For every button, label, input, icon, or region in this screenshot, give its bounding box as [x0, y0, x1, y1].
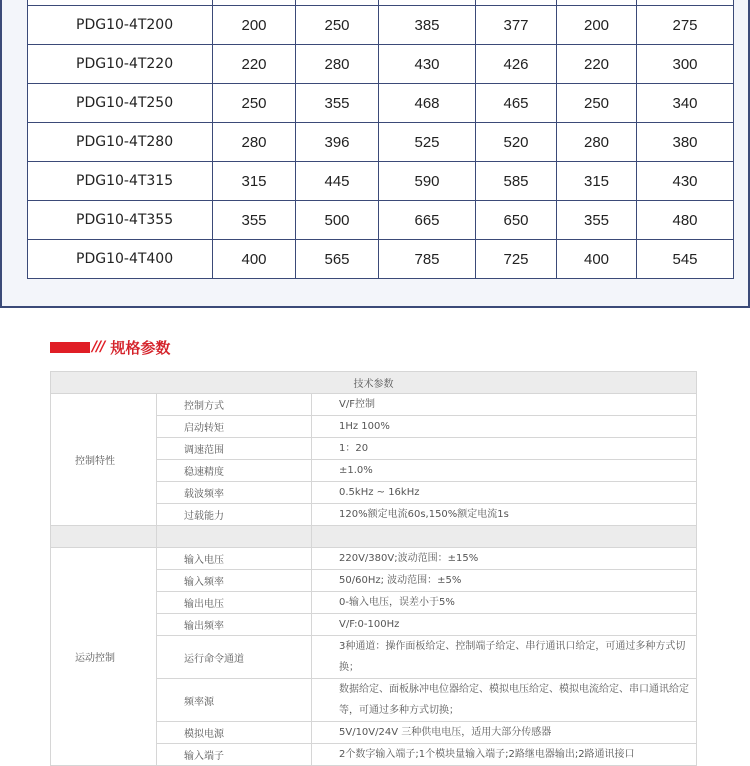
table-row	[28, 162, 734, 201]
table-cell: 315	[557, 162, 637, 201]
model-name: PDG10-4T220	[28, 45, 213, 84]
table-row	[28, 123, 734, 162]
table-cell: 250	[296, 6, 379, 45]
table-cell: 396	[296, 123, 379, 162]
spec-key: 输入频率	[157, 570, 312, 592]
spec-key: 输入电压	[157, 548, 312, 570]
table-row	[28, 240, 734, 279]
table-cell: 465	[476, 84, 557, 123]
spec-key: 运行命令通道	[157, 636, 312, 679]
title-bar-icon	[50, 342, 90, 353]
table-cell: 468	[379, 84, 476, 123]
table-cell: 430	[379, 45, 476, 84]
table-cell: 250	[213, 84, 296, 123]
spec-separator-row	[51, 526, 697, 548]
table-cell: 385	[379, 6, 476, 45]
table-cell: 200	[557, 6, 637, 45]
table-cell: 430	[637, 162, 734, 201]
spec-key: 频率源	[157, 679, 312, 722]
model-name: PDG10-4T315	[28, 162, 213, 201]
table-cell: 280	[296, 45, 379, 84]
table-row	[28, 84, 734, 123]
model-name: PDG10-4T400	[28, 240, 213, 279]
spec-value: V/F:0-100Hz	[312, 614, 697, 636]
spec-value: 120%额定电流60s,150%额定电流1s	[312, 504, 697, 526]
title-slash-icon: ///	[92, 339, 105, 355]
section-title: 规格参数	[110, 338, 171, 357]
spec-value: 5V/10V/24V 三种供电电压，适用大部分传感器	[312, 722, 697, 744]
table-row	[51, 548, 697, 570]
spec-value: 数据给定、面板脉冲电位器给定、模拟电压给定、模拟电流给定、串口通讯给定等，可通过多种方式切换；	[312, 679, 697, 722]
spec-category: 运动控制	[51, 548, 157, 766]
spec-value: 50/60Hz; 波动范围：±5%	[312, 570, 697, 592]
model-name: PDG10-4T250	[28, 84, 213, 123]
spec-key: 稳速精度	[157, 460, 312, 482]
spec-value: 1：20	[312, 438, 697, 460]
table-cell: 355	[213, 201, 296, 240]
model-name: PDG10-4T280	[28, 123, 213, 162]
section-header	[50, 336, 170, 358]
model-table-panel	[0, 0, 750, 308]
spec-key: 启动转矩	[157, 416, 312, 438]
table-cell: 500	[296, 201, 379, 240]
table-cell: 280	[557, 123, 637, 162]
table-cell: 355	[296, 84, 379, 123]
table-row	[51, 394, 697, 416]
table-cell: 545	[637, 240, 734, 279]
table-cell: 200	[213, 6, 296, 45]
spec-key: 输出电压	[157, 592, 312, 614]
spec-category: 控制特性	[51, 394, 157, 526]
table-cell: 275	[637, 6, 734, 45]
table-cell: 565	[296, 240, 379, 279]
table-cell: 280	[213, 123, 296, 162]
table-cell: 250	[557, 84, 637, 123]
model-table	[27, 0, 734, 279]
table-cell: 355	[557, 201, 637, 240]
table-row	[28, 6, 734, 45]
table-cell: 585	[476, 162, 557, 201]
table-cell: 426	[476, 45, 557, 84]
spec-value: 2个数字输入端子;1个模块量输入端子;2路继电器输出;2路通讯接口	[312, 744, 697, 766]
table-cell: 380	[637, 123, 734, 162]
spec-value: 1Hz 100%	[312, 416, 697, 438]
table-cell: 400	[213, 240, 296, 279]
table-cell: 315	[213, 162, 296, 201]
table-cell: 377	[476, 6, 557, 45]
table-cell: 665	[379, 201, 476, 240]
spec-header-row	[51, 372, 697, 394]
table-cell: 525	[379, 123, 476, 162]
spec-value: 0.5kHz ~ 16kHz	[312, 482, 697, 504]
table-cell: 220	[557, 45, 637, 84]
table-cell: 785	[379, 240, 476, 279]
spec-key: 载波频率	[157, 482, 312, 504]
table-row	[28, 201, 734, 240]
table-cell: 445	[296, 162, 379, 201]
model-name: PDG10-4T355	[28, 201, 213, 240]
table-cell: 400	[557, 240, 637, 279]
table-row	[28, 45, 734, 84]
table-cell: 340	[637, 84, 734, 123]
table-cell: 520	[476, 123, 557, 162]
spec-value: 3种通道：操作面板给定、控制端子给定、串行通讯口给定，可通过多种方式切换；	[312, 636, 697, 679]
table-cell: 480	[637, 201, 734, 240]
spec-header: 技术参数	[51, 372, 697, 394]
spec-table	[50, 371, 697, 766]
table-cell: 300	[637, 45, 734, 84]
spec-value: 0-输入电压，误差小于5%	[312, 592, 697, 614]
spec-key: 输出频率	[157, 614, 312, 636]
spec-key: 过载能力	[157, 504, 312, 526]
table-cell: 590	[379, 162, 476, 201]
spec-value: V/F控制	[312, 394, 697, 416]
model-name: PDG10-4T200	[28, 6, 213, 45]
spec-key: 输入端子	[157, 744, 312, 766]
table-cell: 650	[476, 201, 557, 240]
spec-key: 调速范围	[157, 438, 312, 460]
spec-key: 控制方式	[157, 394, 312, 416]
table-cell: 220	[213, 45, 296, 84]
spec-value: ±1.0%	[312, 460, 697, 482]
spec-value: 220V/380V;波动范围：±15%	[312, 548, 697, 570]
table-cell: 725	[476, 240, 557, 279]
spec-key: 模拟电源	[157, 722, 312, 744]
